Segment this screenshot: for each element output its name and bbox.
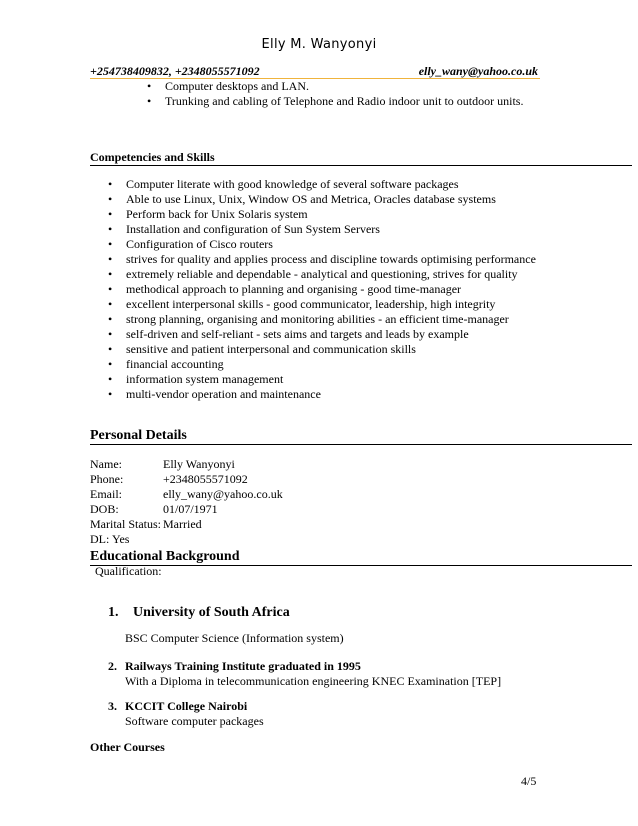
field-label: DL: [90, 532, 110, 546]
field-label: Phone: [90, 472, 124, 486]
list-item: • Trunking and cabling of Telephone and Radio indoor unit to outdoor units. [147, 94, 523, 109]
entry-number: 2. [108, 659, 117, 673]
list-item: • extremely reliable and dependable - analytical and questioning, strives for quality [108, 267, 536, 282]
field-value: Yes [112, 532, 130, 546]
list-item: • methodical approach to planning and organising - good time-manager [108, 282, 536, 297]
competencies-heading: Competencies and Skills [90, 150, 632, 166]
header-email: elly_wany@yahoo.co.uk [418, 64, 538, 78]
entry-number: 1. [108, 605, 119, 620]
personal-row [90, 532, 390, 547]
personal-row [90, 487, 390, 502]
list-item: • self-driven and self-reliant - sets aims and targets and leads by example [108, 327, 536, 342]
list-item: • Configuration of Cisco routers [108, 237, 536, 252]
list-item: • information system management [108, 372, 536, 387]
field-value: +2348055571092 [163, 472, 248, 486]
list-item: • financial accounting [108, 357, 536, 372]
list-item: • Computer desktops and LAN. [147, 79, 523, 94]
field-value: Married [163, 517, 202, 531]
list-item: • Computer literate with good knowledge of several software packages [108, 177, 536, 192]
field-label: DOB: [90, 502, 119, 516]
list-item: • excellent interpersonal skills - good communicator, leadership, high integrity [108, 297, 536, 312]
entry-title: KCCIT College Nairobi [125, 699, 248, 713]
personal-details-heading: Personal Details [90, 427, 632, 445]
list-item: • Perform back for Unix Solaris system [108, 207, 536, 222]
field-label: Name: [90, 457, 122, 471]
entry-title: University of South Africa [133, 605, 290, 620]
list-item: • Installation and configuration of Sun System Servers [108, 222, 536, 237]
education-heading: Educational Background [90, 548, 632, 566]
qualification-label: Qualification: [95, 564, 162, 578]
page-number: 4/5 [521, 774, 537, 788]
other-courses-heading: Other Courses [90, 740, 165, 754]
field-label: Email: [90, 487, 122, 501]
list-item: • strong planning, organising and monitoring abilities - an efficient time-manager [108, 312, 536, 327]
header-phones: +254738409832, +2348055571092 [90, 64, 260, 78]
education-entry-detail: Software computer packages [125, 714, 264, 728]
contact-line [90, 64, 540, 79]
education-entry-detail: BSC Computer Science (Information system) [125, 631, 344, 645]
personal-row [90, 517, 390, 532]
list-item: • sensitive and patient interpersonal and communication skills [108, 342, 536, 357]
field-value: 01/07/1971 [163, 502, 218, 516]
field-value: elly_wany@yahoo.co.uk [163, 487, 283, 501]
header-name: Elly M. Wanyonyi [261, 37, 377, 52]
skills-list [108, 177, 536, 402]
personal-row [90, 502, 390, 517]
field-value: Elly Wanyonyi [163, 457, 235, 471]
continued-bullet-list [147, 79, 523, 109]
entry-title: Railways Training Institute graduated in 1995 [125, 659, 361, 673]
entry-number: 3. [108, 699, 117, 713]
personal-row [90, 457, 390, 472]
list-item: • strives for quality and applies process and discipline towards optimising performance [108, 252, 536, 267]
list-item: • multi-vendor operation and maintenance [108, 387, 536, 402]
personal-row [90, 472, 390, 487]
education-entry-detail: With a Diploma in telecommunication engineering KNEC Examination [TEP] [125, 674, 502, 688]
list-item: • Able to use Linux, Unix, Window OS and Metrica, Oracles database systems [108, 192, 536, 207]
personal-details-table [90, 457, 390, 547]
field-label: Marital Status: [90, 517, 161, 531]
